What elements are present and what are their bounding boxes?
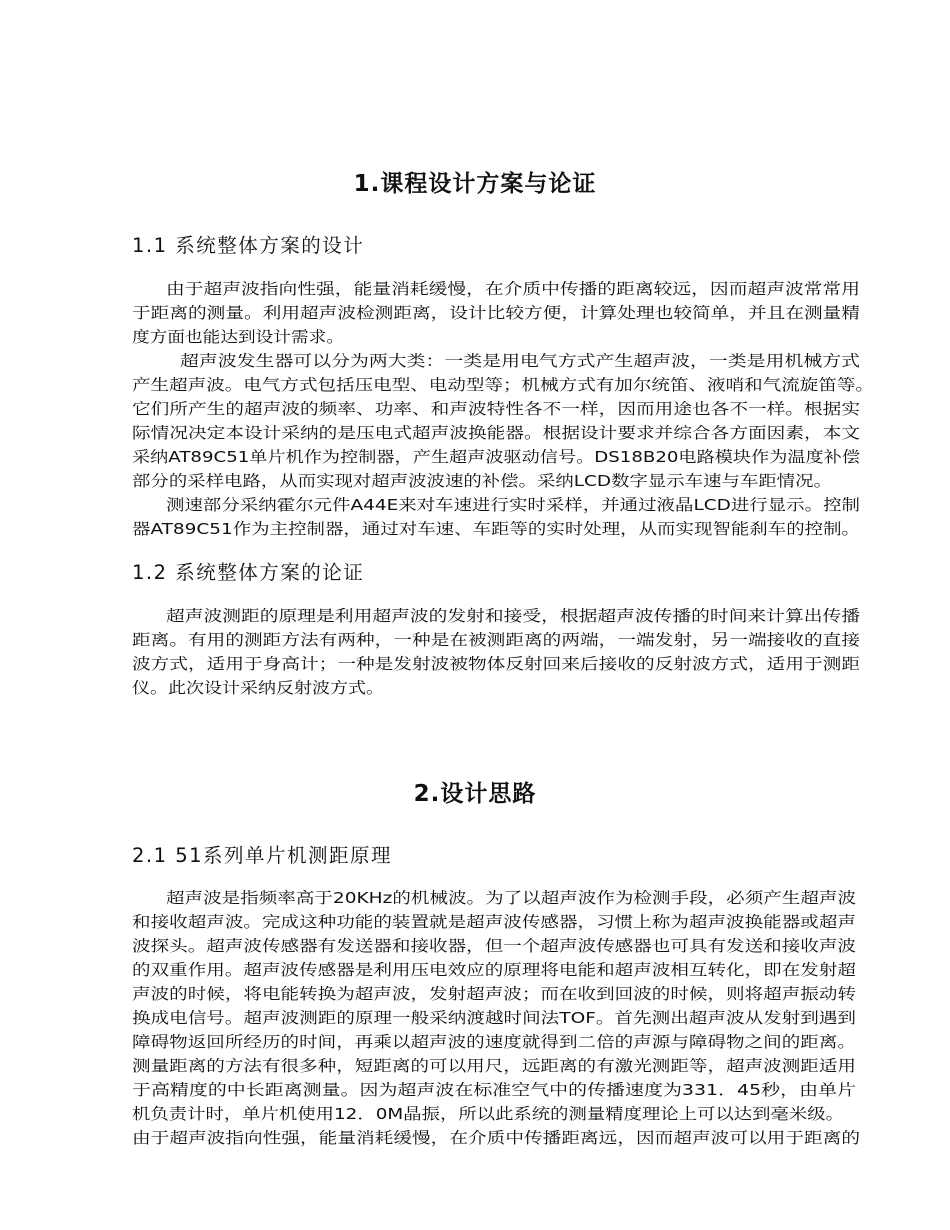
paragraph-line: 的双重作用。超声波传感器是利用压电效应的原理将电能和超声波相互转化，即在发射超 xyxy=(132,961,856,979)
paragraph-line: 部分的采样电路，从而实现对超声波波速的补偿。采纳LCD数字显示车速与车距情况。 xyxy=(132,472,832,490)
paragraph-line: 声波的时候，将电能转换为超声波，发射超声波；而在收到回波的时候，则将超声振动转 xyxy=(132,985,856,1003)
paragraph-line: 采纳AT89C51单片机作为控制器，产生超声波驱动信号。DS18B20电路模块作为温度补偿 xyxy=(132,448,860,466)
paragraph-line: 波探头。超声波传感器有发送器和接收器，但一个超声波传感器也可具有发送和接收声波 xyxy=(132,937,856,955)
paragraph-line: 由于超声波指向性强，能量消耗缓慢，在介质中传播的距离较远，因而超声波常常用 xyxy=(166,280,860,298)
paragraph-line: 障碍物返回所经历的时间，再乘以超声波的速度就得到二倍的声源与障碍物之间的距离。 xyxy=(132,1033,856,1051)
paragraph-line: 度方面也能达到设计需求。 xyxy=(132,328,344,346)
paragraph-line: 它们所产生的超声波的频率、功率、和声波特性各不一样，因而用途也各不一样。根据实 xyxy=(132,400,861,418)
paragraph-line: 超声波是指频率高于20KHz的机械波。为了以超声波作为检测手段，必须产生超声波 xyxy=(166,889,856,907)
section-1-title: 1.课程设计方案与论证 xyxy=(353,171,597,197)
paragraph-line: 距离。有用的测距方法有两种，一种是在被测距离的两端，一端发射，另一端接收的直接 xyxy=(132,631,861,649)
paragraph-line: 换成电信号。超声波测距的原理一般采纳渡越时间法TOF。首先测出超声波从发射到遇到 xyxy=(132,1009,856,1027)
paragraph-line: 机负责计时，单片机使用12．0M晶振，所以此系统的测量精度理论上可以达到毫米级。 xyxy=(132,1105,844,1123)
paragraph-line: 仪。此次设计采纳反射波方式。 xyxy=(132,679,384,697)
paragraph-line: 波方式，适用于身高计；一种是发射波被物体反射回来后接收的反射波方式，适用于测距 xyxy=(132,655,861,673)
subsection-2-1-title: 2.1 51系列单片机测距原理 xyxy=(132,844,393,867)
subsection-1-1-title: 1.1 系统整体方案的设计 xyxy=(132,234,365,257)
paragraph-line: 际情况决定本设计采纳的是压电式超声波换能器。根据设计要求并综合各方面因素，本文 xyxy=(132,424,861,442)
paragraph-line: 于高精度的中长距离测量。因为超声波在标准空气中的传播速度为331．45秒，由单片 xyxy=(132,1081,856,1099)
paragraph-line: 器AT89C51作为主控制器，通过对车速、车距等的实时处理，从而实现智能刹车的控制。 xyxy=(132,520,860,538)
paragraph-line: 由于超声波指向性强，能量消耗缓慢，在介质中传播距离远，因而超声波可以用于距离的 xyxy=(132,1129,861,1147)
paragraph-line: 测量距离的方法有很多种，短距离的可以用尺，远距离的有激光测距等，超声波测距适用 xyxy=(132,1057,856,1075)
section-2-title: 2.设计思路 xyxy=(413,781,537,807)
paragraph-line: 测速部分采纳霍尔元件A44E来对车速进行实时采样，并通过液晶LCD进行显示。控制 xyxy=(166,496,860,514)
paragraph-line: 和接收超声波。完成这种功能的装置就是超声波传感器，习惯上称为超声波换能器或超声 xyxy=(132,913,856,931)
paragraph-line: 于距离的测量。利用超声波检测距离，设计比较方便，计算处理也较简单，并且在测量精 xyxy=(132,304,861,322)
subsection-1-2-title: 1.2 系统整体方案的论证 xyxy=(132,561,365,584)
paragraph-line: 产生超声波。电气方式包括压电型、电动型等；机械方式有加尔统笛、液哨和气流旋笛等。 xyxy=(132,376,875,394)
paragraph-line: 超声波发生器可以分为两大类：一类是用电气方式产生超声波，一类是用机械方式 xyxy=(180,352,860,370)
paragraph-line: 超声波测距的原理是利用超声波的发射和接受，根据超声波传播的时间来计算出传播 xyxy=(166,607,860,625)
